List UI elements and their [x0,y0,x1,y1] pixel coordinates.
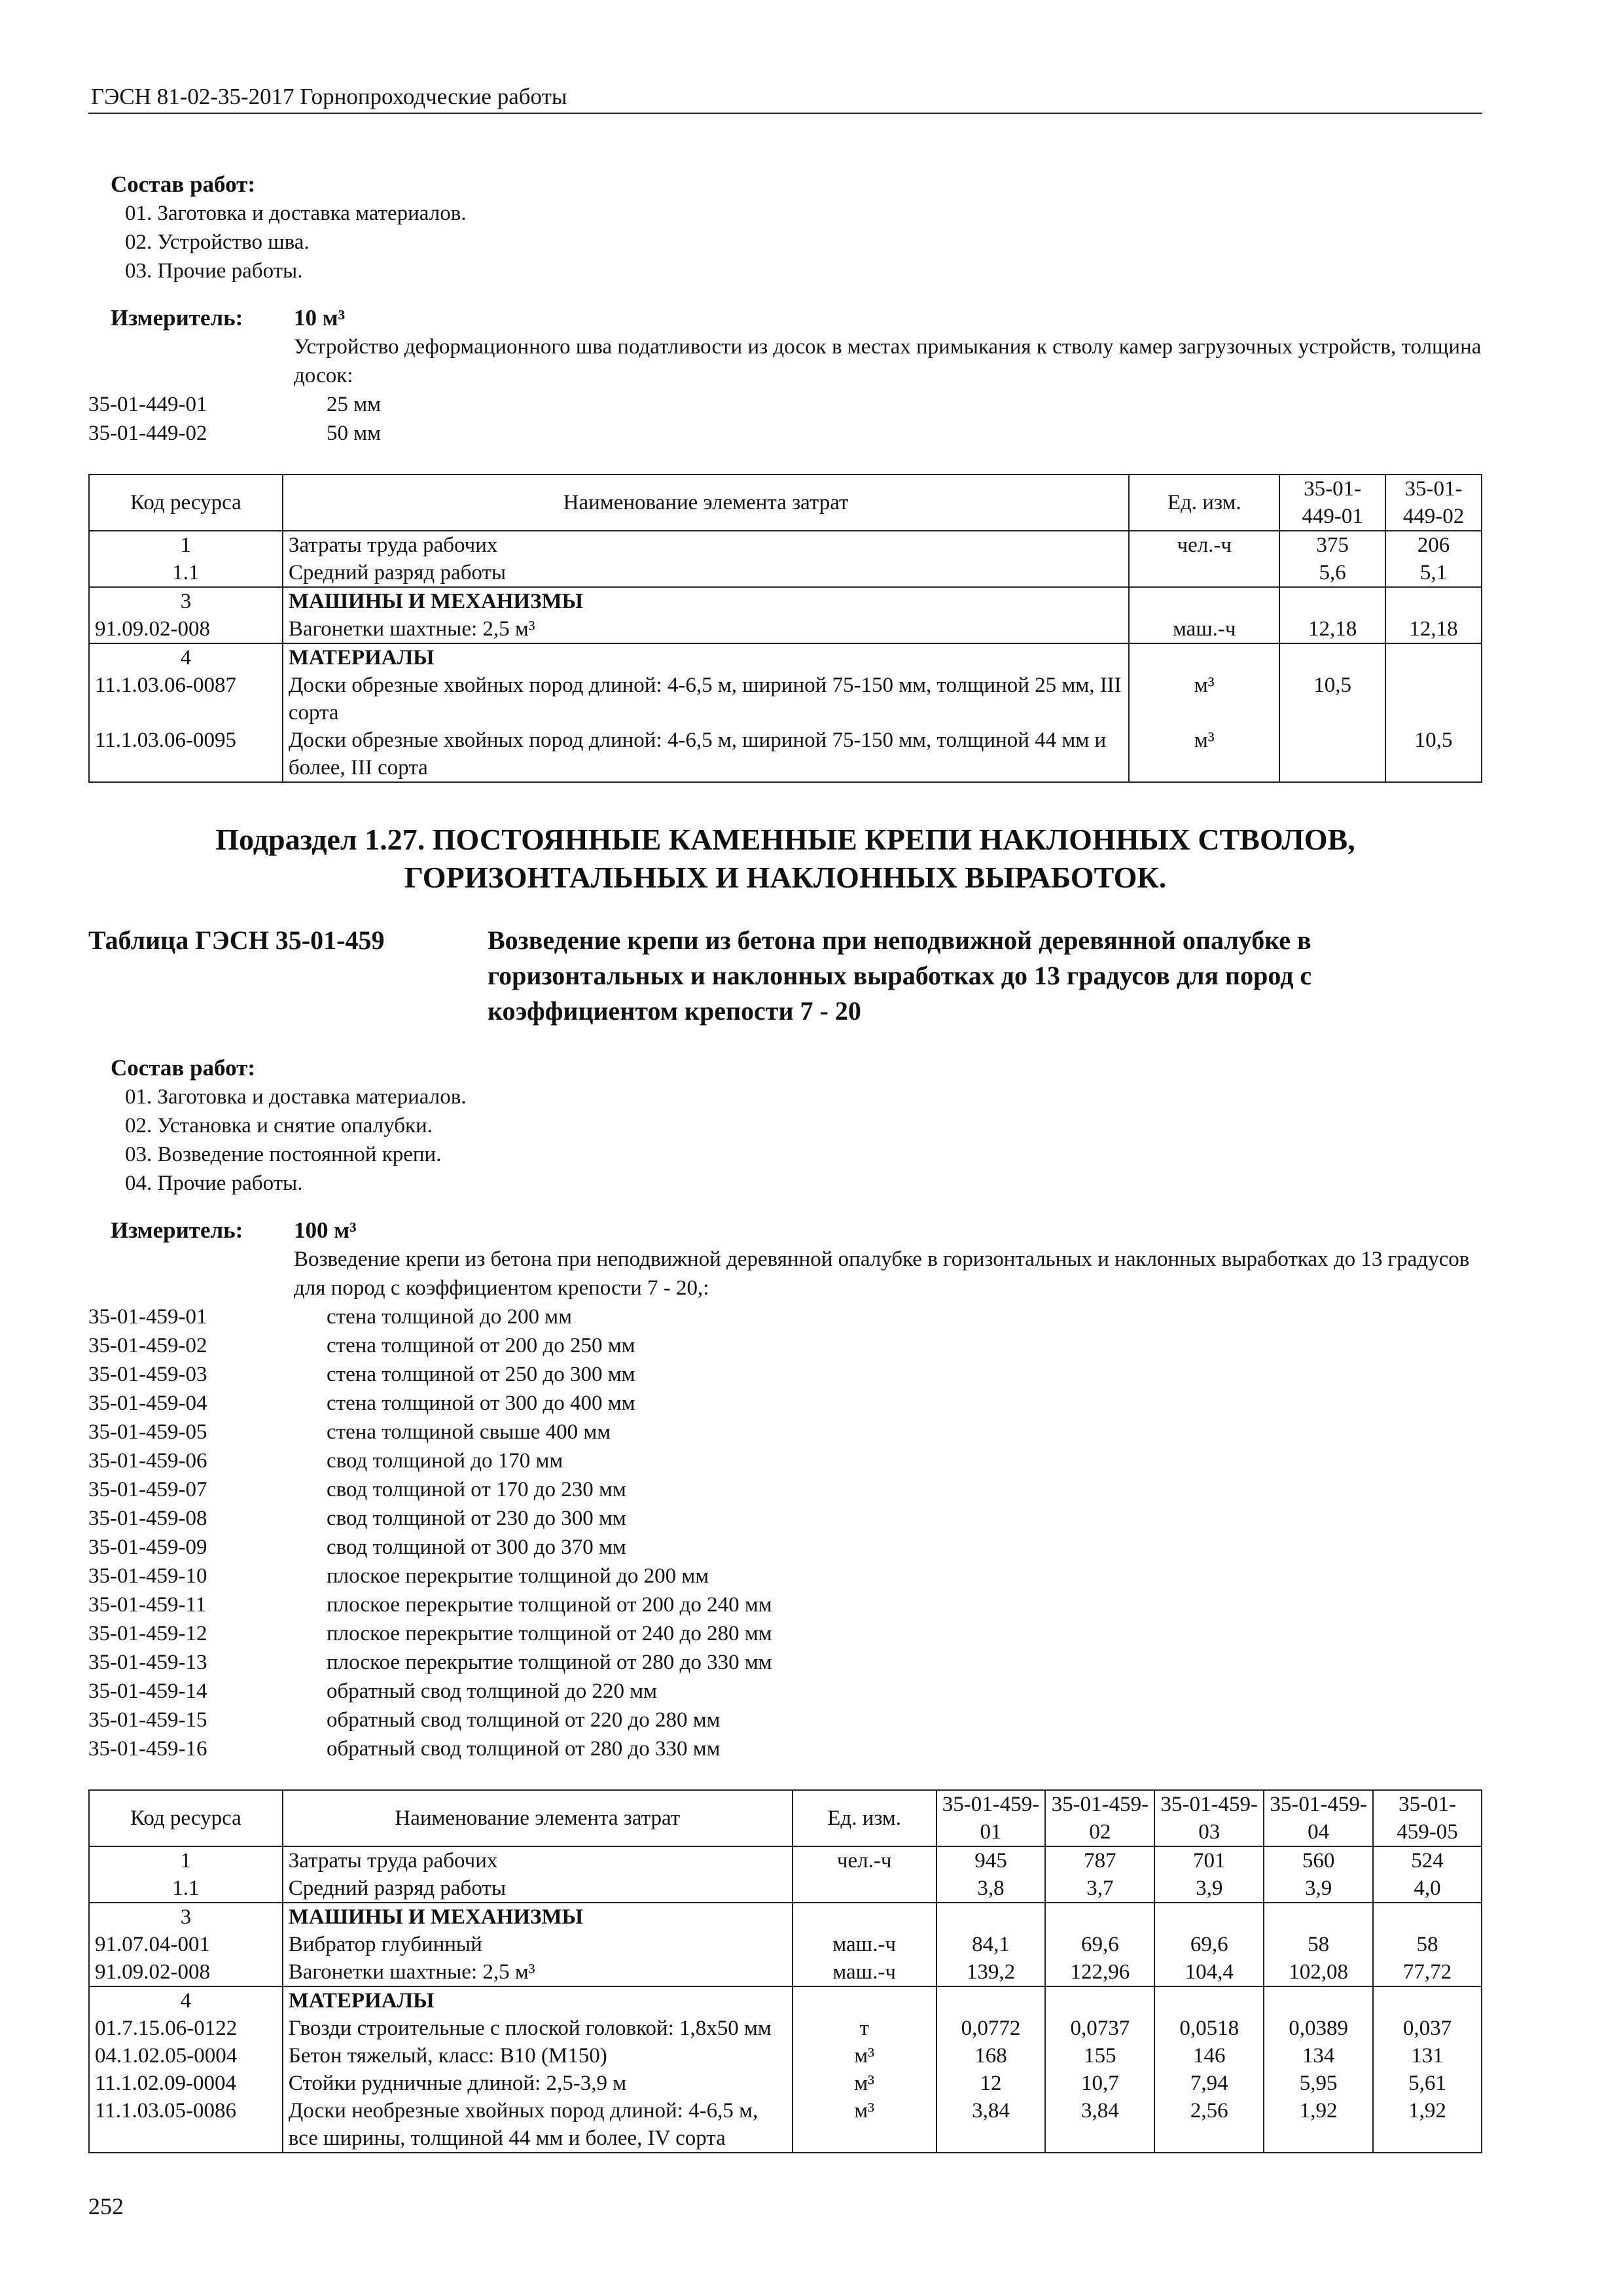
table-cell: 155 [1045,2042,1154,2070]
code-description: свод толщиной от 170 до 230 мм [327,1478,626,1501]
resource-code: 35-01-449-01 [88,393,207,416]
column-header: 35-01-459-02 [1045,1790,1154,1846]
resource-code: 35-01-459-14 [88,1679,207,1703]
table-cell [936,1903,1046,1931]
table-cell: 01.7.15.06-0122 [89,2015,283,2042]
table-cell: 1 [89,531,283,559]
table-cell: 146 [1154,2042,1264,2070]
code-line-item [88,1677,1482,1706]
meter-label: Измеритель: [111,1217,243,1243]
table-cell: 3 [89,1903,283,1931]
code-line-item [88,1446,1482,1475]
table-cell: 69,6 [1154,1931,1264,1958]
table-cell: 0,0737 [1045,2015,1154,2042]
code-description: обратный свод толщиной от 280 до 330 мм [327,1737,721,1761]
table-cell: Вагонетки шахтные: 2,5 м³ [283,1958,793,1986]
table-cell: 104,4 [1154,1958,1264,1986]
table-cell: м³ [793,2042,936,2070]
table-cell: 0,0518 [1154,2015,1264,2042]
table-cell: 84,1 [936,1931,1046,1958]
table-cell: 375 [1279,531,1385,559]
column-header: 35-01-449-02 [1385,475,1482,531]
header-divider [88,113,1482,114]
code-line-item [88,1590,1482,1619]
composition-item: 03. Прочие работы. [125,259,303,283]
table-cell: 1.1 [89,559,283,587]
resource-code: 35-01-459-10 [88,1564,207,1588]
code-line-item [88,1389,1482,1418]
resource-code: 35-01-459-02 [88,1334,207,1357]
table-cell: Вагонетки шахтные: 2,5 м³ [283,615,1130,643]
column-header: Ед. изм. [1129,475,1279,531]
table-cell: 0,0389 [1264,2015,1373,2042]
table-cell: Затраты труда рабочих [283,531,1130,559]
table-cell: чел.-ч [793,1846,936,1874]
table-cell: 1 [89,1846,283,1874]
table-cell [1385,672,1482,726]
code-description: плоское перекрытие толщиной до 200 мм [327,1564,709,1588]
code-description: стена толщиной от 250 до 300 мм [327,1363,635,1386]
table-cell [1264,1903,1373,1931]
table-row [89,1986,1482,2015]
composition-item: 01. Заготовка и доставка материалов. [125,1085,467,1109]
resource-code: 35-01-459-12 [88,1622,207,1645]
table-cell [1373,1903,1482,1931]
table-cell: 4,0 [1373,1874,1482,1903]
table-cell: МАШИНЫ И МЕХАНИЗМЫ [283,587,1130,615]
table-row [89,1903,1482,1931]
table-cell: 5,1 [1385,559,1482,587]
table-cell: 168 [936,2042,1046,2070]
resource-code: 35-01-459-05 [88,1420,207,1444]
code-description: 25 мм [327,393,382,416]
code-line-item [88,1302,1482,1331]
code-description: стена толщиной от 200 до 250 мм [327,1334,635,1357]
table-cell: 2,56 [1154,2097,1264,2153]
code-description: плоское перекрытие толщиной от 280 до 330 мм [327,1651,772,1674]
table-cell: 5,6 [1279,559,1385,587]
meter-description: Устройство деформационного шва податливости из досок в местах примыкания к стволу камер загрузочных устройств, толщина досок: [294,335,1482,387]
composition-title: Состав работ: [111,1055,255,1081]
table-cell: 91.09.02-008 [89,615,283,643]
table-cell: м³ [1129,672,1279,726]
table-cell: 58 [1264,1931,1373,1958]
table-row [89,2015,1482,2042]
table-cell: Доски обрезные хвойных пород длиной: 4-6,5 м, шириной 75-150 мм, толщиной 25 мм, III сорта [283,672,1130,726]
table-cell: 524 [1373,1846,1482,1874]
table-cell: 11.1.03.05-0086 [89,2097,283,2153]
code-description: обратный свод толщиной от 220 до 280 мм [327,1708,721,1732]
meter-value: 100 м³ [294,1217,357,1243]
resource-code: 35-01-459-07 [88,1478,207,1501]
table-cell: 7,94 [1154,2070,1264,2097]
code-line-item [88,1619,1482,1648]
code-line-item [88,419,1482,448]
code-line-item [88,1360,1482,1389]
resource-code: 35-01-459-08 [88,1507,207,1530]
table-cell: 3 [89,587,283,615]
column-header: Наименование элемента затрат [283,475,1130,531]
composition-item: 01. Заготовка и доставка материалов. [125,202,467,225]
table-cell: Гвозди строительные с плоской головкой: 1,8x50 мм [283,2015,793,2042]
table-cell: Затраты труда рабочих [283,1846,793,1874]
table-cell: 10,7 [1045,2070,1154,2097]
code-description: стена толщиной свыше 400 мм [327,1420,611,1444]
table-row [89,1846,1482,1874]
resource-code: 35-01-459-06 [88,1449,207,1473]
table-cell: Бетон тяжелый, класс: В10 (М150) [283,2042,793,2070]
cost-table [88,1789,1482,2153]
table-cell: 139,2 [936,1958,1046,1986]
table-cell: 5,95 [1264,2070,1373,2097]
table-cell [1129,643,1279,672]
table-cell: МАТЕРИАЛЫ [283,1986,793,2015]
resource-code: 35-01-459-11 [88,1593,207,1617]
table-cell: 206 [1385,531,1482,559]
code-list [88,390,1482,448]
table-cell: 58 [1373,1931,1482,1958]
code-line-item [88,1418,1482,1446]
table-cell: 77,72 [1373,1958,1482,1986]
table-row [89,1874,1482,1903]
table-cell [1154,1903,1264,1931]
table-row [89,531,1482,559]
table-row [89,587,1482,615]
cost-table [88,474,1482,783]
table-cell: 1,92 [1373,2097,1482,2153]
table-title [88,923,1482,1029]
column-header: Ед. изм. [793,1790,936,1846]
table-cell: МАТЕРИАЛЫ [283,643,1130,672]
table-cell [1279,587,1385,615]
code-description: стена толщиной до 200 мм [327,1305,572,1329]
table-cell: 11.1.03.06-0087 [89,672,283,726]
table-cell: 3,7 [1045,1874,1154,1903]
table-row [89,615,1482,643]
table-cell: 1.1 [89,1874,283,1903]
column-header: Код ресурса [89,475,283,531]
resource-code: 35-01-459-15 [88,1708,207,1732]
table-cell: 1,92 [1264,2097,1373,2153]
table-row [89,643,1482,672]
table-cell: 134 [1264,2042,1373,2070]
code-line-item [88,1648,1482,1677]
column-header: 35-01-459-01 [936,1790,1046,1846]
code-description: 50 мм [327,422,382,445]
table-row [89,2042,1482,2070]
code-line-item [88,1331,1482,1360]
table-row [89,672,1482,726]
table-cell: 122,96 [1045,1958,1154,1986]
page-number: 252 [88,2193,124,2219]
table-cell: Доски обрезные хвойных пород длиной: 4-6,5 м, шириной 75-150 мм, толщиной 44 мм и более, III сорта [283,726,1130,782]
resource-code: 35-01-459-09 [88,1535,207,1559]
table-cell: 5,61 [1373,2070,1482,2097]
table-cell [793,1986,936,2015]
table-cell: м³ [793,2070,936,2097]
table-cell [1045,1903,1154,1931]
code-line-item [88,1706,1482,1734]
code-description: свод толщиной до 170 мм [327,1449,563,1473]
table-cell: Средний разряд работы [283,559,1130,587]
code-description: свод толщиной от 300 до 370 мм [327,1535,626,1559]
table-cell: 10,5 [1279,672,1385,726]
table-cell: 787 [1045,1846,1154,1874]
table-cell: 701 [1154,1846,1264,1874]
table-cell: 3,9 [1154,1874,1264,1903]
table-cell: м³ [793,2097,936,2153]
code-line-item [88,1475,1482,1504]
table-cell: Средний разряд работы [283,1874,793,1903]
table-cell [1373,1986,1482,2015]
table-cell [1129,587,1279,615]
table-cell: 4 [89,643,283,672]
code-description: свод толщиной от 230 до 300 мм [327,1507,626,1530]
meter-line [88,1216,1482,1245]
table-cell: маш.-ч [1129,615,1279,643]
table-cell: 04.1.02.05-0004 [89,2042,283,2070]
document-page [88,65,1482,2153]
table-cell: 131 [1373,2042,1482,2070]
table-cell: Вибратор глубинный [283,1931,793,1958]
table-cell [1045,1986,1154,2015]
table-cell [936,1986,1046,2015]
resource-code: 35-01-459-03 [88,1363,207,1386]
table-cell [1154,1986,1264,2015]
table-row [89,559,1482,587]
composition-title: Состав работ: [111,171,255,197]
table-cell: 945 [936,1846,1046,1874]
code-description: плоское перекрытие толщиной от 200 до 240 мм [327,1593,772,1617]
code-line-item [88,1562,1482,1590]
table-cell: 102,08 [1264,1958,1373,1986]
code-line-item [88,1533,1482,1562]
table-cell: 0,037 [1373,2015,1482,2042]
table-cell: маш.-ч [793,1931,936,1958]
table-cell [1129,559,1279,587]
code-line-item [88,390,1482,419]
table-cell: 3,8 [936,1874,1046,1903]
table-cell: м³ [1129,726,1279,782]
table-cell: 3,84 [1045,2097,1154,2153]
table-cell: 91.09.02-008 [89,1958,283,1986]
column-header: 35-01-449-01 [1279,475,1385,531]
meter-description: Возведение крепи из бетона при неподвижной деревянной опалубке в горизонтальных и наклонных выработках до 13 градусов для пород с коэффициентом крепости 7 - 20,: [294,1247,1470,1300]
table-cell: 3,84 [936,2097,1046,2153]
table-cell [1279,726,1385,782]
composition-list [88,1083,1482,1198]
table-cell: т [793,2015,936,2042]
composition-item: 02. Устройство шва. [125,230,310,254]
meter-label: Измеритель: [111,305,243,331]
resource-code: 35-01-459-04 [88,1391,207,1415]
table-cell [793,1874,936,1903]
table-code: Таблица ГЭСН 35-01-459 [88,925,385,955]
table-cell [1264,1986,1373,2015]
table-row [89,1931,1482,1958]
composition-item: 04. Прочие работы. [125,1172,303,1195]
table-row [89,726,1482,782]
column-header: 35-01-459-04 [1264,1790,1373,1846]
resource-code: 35-01-459-01 [88,1305,207,1329]
table-cell: 10,5 [1385,726,1482,782]
code-line-item [88,1734,1482,1763]
column-header: 35-01-459-05 [1373,1790,1482,1846]
table-cell: 12,18 [1279,615,1385,643]
table-cell: 12 [936,2070,1046,2097]
column-header: Наименование элемента затрат [283,1790,793,1846]
subsection-title: Подраздел 1.27. ПОСТОЯННЫЕ КАМЕННЫЕ КРЕПИ НАКЛОННЫХ СТВОЛОВ, ГОРИЗОНТАЛЬНЫХ И НАКЛОННЫХ ВЫРАБОТОК. [215,823,1355,894]
table-cell [793,1903,936,1931]
table-cell: 69,6 [1045,1931,1154,1958]
table-row [89,2070,1482,2097]
code-line-item [88,1504,1482,1533]
table-cell: Доски необрезные хвойных пород длиной: 4-6,5 м, все ширины, толщиной 44 мм и более, IV сорта [283,2097,793,2153]
page-header: ГЭСН 81-02-35-2017 Горнопроходческие работы [91,84,567,109]
table-cell: 11.1.02.09-0004 [89,2070,283,2097]
composition-item: 03. Возведение постоянной крепи. [125,1143,442,1166]
composition-item: 02. Установка и снятие опалубки. [125,1114,433,1138]
table-cell: 12,18 [1385,615,1482,643]
table-cell: маш.-ч [793,1958,936,1986]
code-description: обратный свод толщиной до 220 мм [327,1679,658,1703]
resource-code: 35-01-459-16 [88,1737,207,1761]
table-row [89,1958,1482,1986]
column-header: 35-01-459-03 [1154,1790,1264,1846]
table-cell: чел.-ч [1129,531,1279,559]
code-list [88,1302,1482,1763]
table-cell [1279,643,1385,672]
table-cell [1385,587,1482,615]
table-cell: 3,9 [1264,1874,1373,1903]
code-description: стена толщиной от 300 до 400 мм [327,1391,635,1415]
table-row [89,2097,1482,2153]
table-cell: 91.07.04-001 [89,1931,283,1958]
table-cell: 560 [1264,1846,1373,1874]
column-header: Код ресурса [89,1790,283,1846]
composition-list [88,199,1482,285]
resource-code: 35-01-449-02 [88,422,207,445]
table-cell: МАШИНЫ И МЕХАНИЗМЫ [283,1903,793,1931]
meter-value: 10 м³ [294,305,346,331]
table-cell: 4 [89,1986,283,2015]
table-cell: 0,0772 [936,2015,1046,2042]
meter-line [88,304,1482,332]
table-cell [1385,643,1482,672]
table-cell: 11.1.03.06-0095 [89,726,283,782]
resource-code: 35-01-459-13 [88,1651,207,1674]
code-description: плоское перекрытие толщиной от 240 до 280 мм [327,1622,772,1645]
table-cell: Стойки рудничные длиной: 2,5-3,9 м [283,2070,793,2097]
table-name: Возведение крепи из бетона при неподвижной деревянной опалубке в горизонтальных и наклонных выработках до 13 градусов для пород с коэффициентом крепости 7 - 20 [488,925,1312,1026]
